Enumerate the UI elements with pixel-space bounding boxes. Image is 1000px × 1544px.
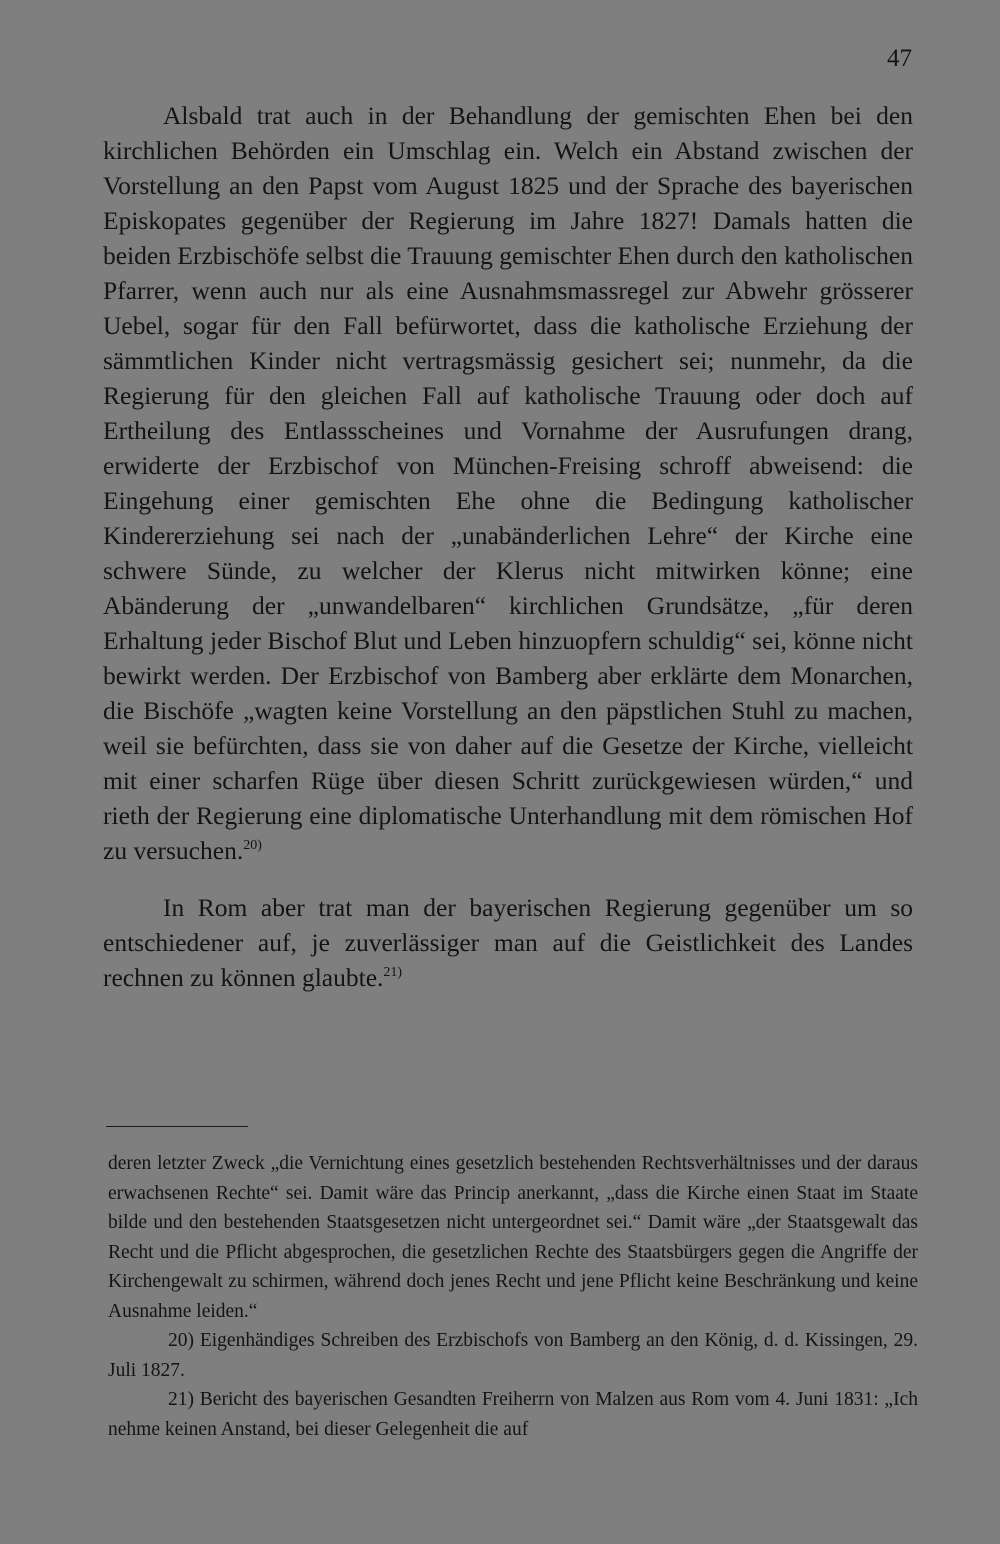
footnote-20: 20) Eigenhändiges Schreiben des Erzbischofs von Bamberg an den König, d. d. Kissingen, 29. Juli 1827. xyxy=(108,1330,918,1381)
paragraph xyxy=(103,98,913,868)
paragraph-text: In Rom aber trat man der bayerischen Regierung gegenüber um so entschiedener auf, je zuverlässiger man auf die Geistlichkeit des Landes rechnen zu können glaubte. xyxy=(103,893,913,992)
footnote-continuation: deren letzter Zweck „die Vernichtung eines gesetzlich bestehenden Rechtsverhältnisses und der daraus erwachsenen Rechte“ sei. Damit wäre das Princip anerkannt, „dass die Kirche einen Staat im Staate bilde und den bestehenden Staatsgesetzen nicht untergeordnet sei.“ Damit wäre „der Staatsgewalt das Recht und die Pflicht abgesprochen, die gesetzlichen Rechte des Staatsbürgers gegen die Angriffe der Kirchengewalt zu schirmen, während doch jenes Recht und jene Pflicht keine Beschränkung und keine Ausnahme leiden.“ xyxy=(108,1153,918,1322)
paragraph-text: Alsbald trat auch in der Behandlung der gemischten Ehen bei den kirchlichen Behörden ein Umschlag ein. Welch ein Abstand zwischen der Vorstellung an den Papst vom August 1825 und der Sprache des bayerischen Episkopates gegenüber der Regierung im Jahre 1827! Damals hatten die beiden Erzbischöfe selbst die Trauung gemischter Ehen durch den katholischen Pfarrer, wenn auch nur als eine Ausnahmsmassregel zur Abwehr grösserer Uebel, sogar für den Fall befürwortet, dass die katholische Erziehung der sämmtlichen Kinder nicht vertragsmässig gesichert sei; nunmehr, da die Regierung für den gleichen Fall auf katholische Trauung oder doch auf Ertheilung des Entlassscheines und Vornahme der Ausrufungen drang, erwiderte der Erzbischof von München-Freising schroff abweisend: die Eingehung einer gemischten Ehe ohne die Bedingung katholischer Kindererziehung sei nach der „unabänderlichen Lehre“ der Kirche eine schwere Sünde, zu welcher der Klerus nicht mitwirken könne; eine Abänderung der „unwandelbaren“ kirchlichen Grundsätze, „für deren Erhaltung jeder Bischof Blut und Leben hinzuopfern schuldig“ sei, könne nicht bewirkt werden. Der Erzbischof von Bamberg aber erklärte dem Monarchen, die Bischöfe „wagten keine Vorstellung an den päpstlichen Stuhl zu machen, weil sie befürchten, dass sie von daher auf die Gesetze der Kirche, vielleicht mit einer scharfen Rüge über diesen Schritt zurückgewiesen würden,“ und rieth der Regierung eine diplomatische Unterhandlung mit dem römischen Hof zu versuchen. xyxy=(103,101,913,865)
footnote-21: 21) Bericht des bayerischen Gesandten Freiherrn von Malzen aus Rom vom 4. Juni 1831: „Ich nehme keinen Anstand, bei dieser Gelegenheit die auf xyxy=(108,1389,918,1440)
footnote-reference: 20) xyxy=(243,838,262,853)
main-text xyxy=(103,98,913,995)
paragraph xyxy=(103,890,913,995)
footnote-divider xyxy=(106,1126,248,1127)
page-number: 47 xyxy=(887,45,912,72)
footnote-reference: 21) xyxy=(383,965,403,980)
footnotes xyxy=(108,1149,918,1444)
